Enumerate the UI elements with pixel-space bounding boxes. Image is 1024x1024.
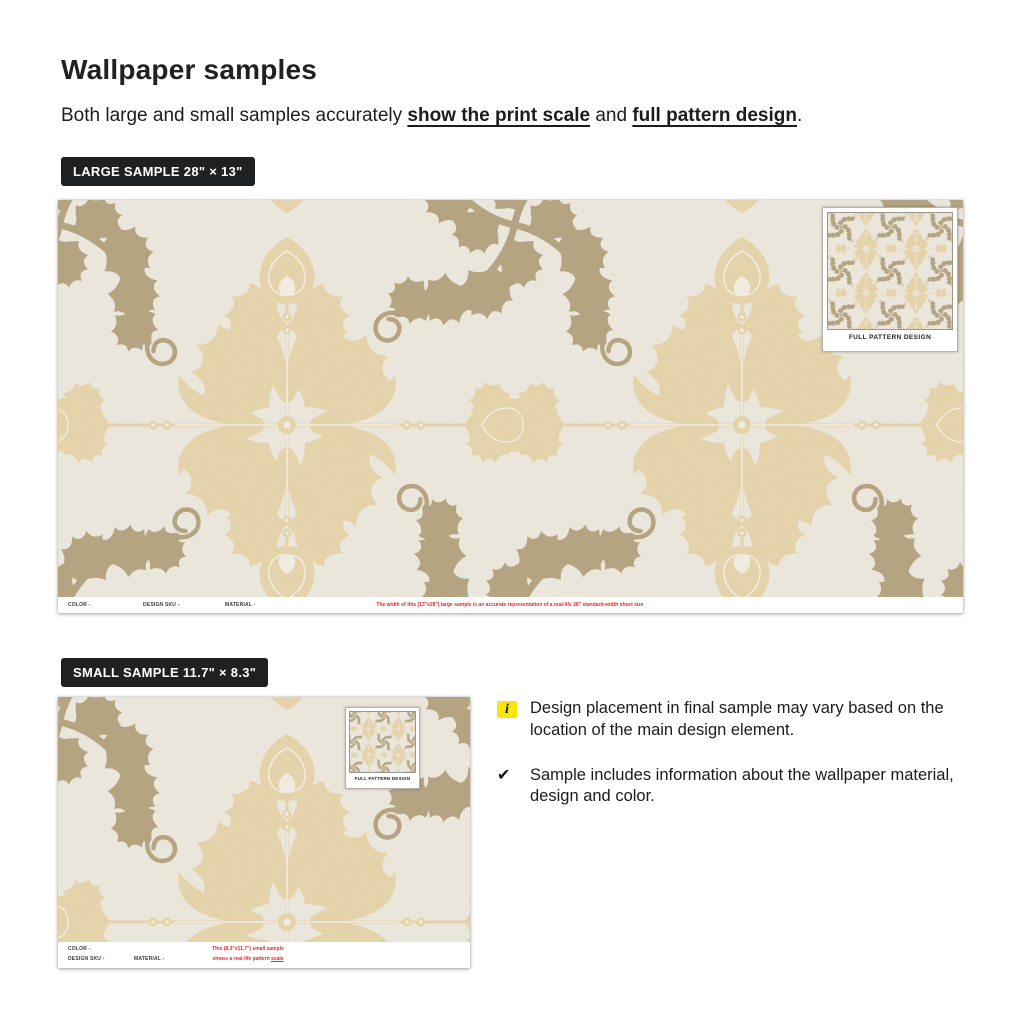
large-color-label: COLOR - xyxy=(68,602,91,608)
small-inset-pattern-thumbnail xyxy=(349,711,416,773)
note-design-placement xyxy=(497,698,967,742)
page-title: Wallpaper samples xyxy=(61,54,318,85)
small-sample-image xyxy=(58,697,470,968)
small-scale-note-line1: This (8.3"x11.7") small sample xyxy=(212,946,284,952)
small-material-label: MATERIAL - xyxy=(134,956,165,962)
small-sku-label: DESIGN SKU - xyxy=(68,956,105,962)
large-sample-info-strip xyxy=(58,597,963,613)
large-sku-label: DESIGN SKU - xyxy=(143,602,180,608)
note-sample-information xyxy=(497,765,967,809)
large-sample-image xyxy=(58,200,963,613)
large-inset-pattern-thumbnail xyxy=(827,212,953,330)
small-full-pattern-inset xyxy=(345,707,420,789)
subtitle-middle: and xyxy=(590,105,633,126)
large-full-pattern-inset xyxy=(822,207,958,352)
note-text: Sample includes information about the wallpaper material, design and color. xyxy=(530,765,954,806)
small-sample-label: SMALL SAMPLE 11.7" × 8.3" xyxy=(61,658,268,687)
info-icon: i xyxy=(497,700,517,718)
check-icon: ✔ xyxy=(497,766,511,784)
large-inset-caption: FULL PATTERN DESIGN xyxy=(848,334,932,341)
subtitle-prefix: Both large and small samples accurately xyxy=(61,105,408,126)
large-scale-note: The width of this (13"x28") large sample is an accurate representation of a real-life 28" standard-width sheet size xyxy=(376,602,644,608)
subtitle-print-scale: show the print scale xyxy=(407,105,591,126)
subtitle xyxy=(61,105,802,127)
small-sample-info-strip xyxy=(58,942,470,968)
subtitle-suffix: . xyxy=(797,105,803,126)
small-scale-note-line2: shows a real-life pattern scale xyxy=(212,956,284,962)
large-material-label: MATERIAL - xyxy=(225,602,256,608)
small-color-label: COLOR - xyxy=(68,946,91,952)
note-text: Design placement in final sample may vary based on the location of the main design element. xyxy=(530,699,944,739)
notes-list xyxy=(497,698,967,831)
large-sample-label: LARGE SAMPLE 28" × 13" xyxy=(61,157,255,186)
small-inset-caption: FULL PATTERN DESIGN xyxy=(354,776,411,781)
subtitle-full-pattern-design: full pattern design xyxy=(632,105,797,126)
